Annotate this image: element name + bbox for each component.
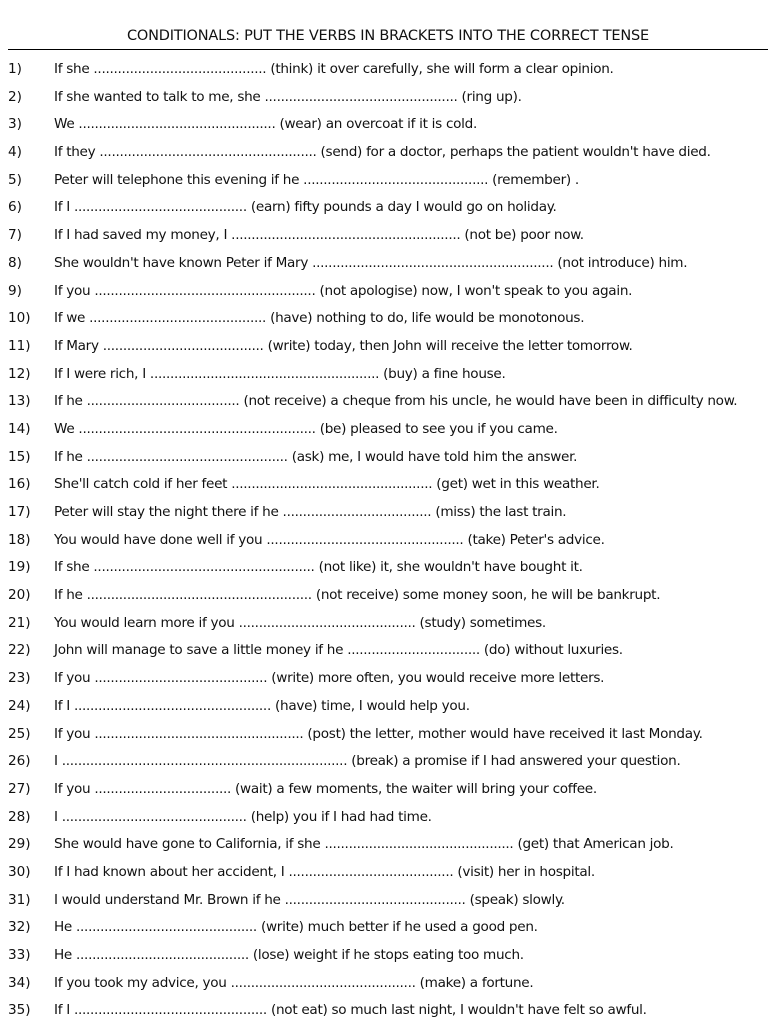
exercise-sentence: If I had known about her accident, I ......................................... (visit) her in hospital.	[54, 863, 595, 880]
exercise-list	[0, 56, 768, 1025]
exercise-item	[0, 139, 768, 167]
exercise-sentence: She'll catch cold if her feet .................................................. (get) wet in this weather.	[54, 476, 600, 493]
exercise-number: 20)	[8, 587, 31, 604]
exercise-number: 19)	[8, 559, 31, 576]
exercise-sentence: If I were rich, I ......................................................... (buy) a fine house.	[54, 365, 506, 382]
exercise-item	[0, 804, 768, 832]
exercise-item	[0, 997, 768, 1025]
exercise-item	[0, 56, 768, 84]
exercise-number: 10)	[8, 310, 31, 327]
exercise-sentence: I .............................................. (help) you if I had had time.	[54, 808, 432, 825]
exercise-number: 35)	[8, 1002, 31, 1019]
exercise-sentence: If I ................................................ (not eat) so much last night, I wouldn't have felt so awful.	[54, 1002, 647, 1019]
exercise-item	[0, 748, 768, 776]
exercise-number: 31)	[8, 891, 31, 908]
exercise-number: 26)	[8, 753, 31, 770]
exercise-number: 22)	[8, 642, 31, 659]
exercise-item	[0, 194, 768, 222]
exercise-sentence: If we ............................................ (have) nothing to do, life would be monotonous.	[54, 310, 585, 327]
exercise-sentence: Peter will telephone this evening if he .............................................. (remember) .	[54, 171, 579, 188]
exercise-number: 8)	[8, 254, 22, 271]
exercise-sentence: We ................................................. (wear) an overcoat if it is cold.	[54, 116, 477, 133]
exercise-number: 5)	[8, 171, 22, 188]
exercise-item	[0, 278, 768, 306]
exercise-number: 21)	[8, 614, 31, 631]
exercise-item	[0, 471, 768, 499]
exercise-number: 25)	[8, 725, 31, 742]
exercise-number: 27)	[8, 780, 31, 797]
exercise-sentence: She would have gone to California, if she ............................................... (get) that American job.	[54, 836, 674, 853]
exercise-sentence: If you took my advice, you .............................................. (make) a fortune.	[54, 974, 534, 991]
exercise-sentence: You would have done well if you ................................................. (take) Peter's advice.	[54, 531, 605, 548]
exercise-number: 16)	[8, 476, 31, 493]
exercise-sentence: I would understand Mr. Brown if he ............................................. (speak) slowly.	[54, 891, 565, 908]
exercise-number: 12)	[8, 365, 31, 382]
exercise-item	[0, 942, 768, 970]
exercise-item	[0, 693, 768, 721]
exercise-sentence: He ........................................... (lose) weight if he stops eating too much.	[54, 947, 524, 963]
exercise-sentence: If Mary ........................................ (write) today, then John will receive the letter tomorrow.	[54, 337, 633, 354]
exercise-item	[0, 250, 768, 278]
exercise-sentence: If you ........................................... (write) more often, you would receive more letters.	[54, 670, 605, 687]
exercise-item	[0, 831, 768, 859]
exercise-item	[0, 637, 768, 665]
exercise-item	[0, 721, 768, 749]
exercise-item	[0, 333, 768, 361]
exercise-sentence: If they ...................................................... (send) for a doctor, perhaps the patient wouldn't have died.	[54, 144, 711, 161]
exercise-number: 15)	[8, 448, 31, 465]
exercise-number: 11)	[8, 337, 31, 354]
exercise-item	[0, 499, 768, 527]
exercise-sentence: If I ........................................... (earn) fifty pounds a day I would go on holiday.	[54, 199, 557, 216]
exercise-sentence: If she ........................................... (think) it over carefully, she will form a clear opinion.	[54, 61, 614, 77]
exercise-item	[0, 388, 768, 416]
exercise-sentence: If she ....................................................... (not like) it, she wouldn't have bought it.	[54, 559, 583, 576]
exercise-item	[0, 416, 768, 444]
exercise-item	[0, 444, 768, 472]
exercise-sentence: If he ...................................... (not receive) a cheque from his uncle, he would have been in difficulty now.	[54, 393, 738, 410]
exercise-item	[0, 914, 768, 942]
exercise-sentence: Peter will stay the night there if he ..................................... (miss) the last train.	[54, 504, 567, 520]
exercise-item	[0, 527, 768, 555]
exercise-number: 7)	[8, 227, 22, 244]
exercise-number: 33)	[8, 947, 31, 963]
exercise-sentence: If she wanted to talk to me, she ................................................ (ring up).	[54, 88, 522, 105]
exercise-sentence: If he ........................................................ (not receive) some money soon, he will be bankrupt.	[54, 587, 661, 604]
exercise-number: 2)	[8, 88, 22, 105]
exercise-sentence: If you ....................................................... (not apologise) now, I won't speak to you again.	[54, 282, 633, 299]
worksheet-title: CONDITIONALS: PUT THE VERBS IN BRACKETS INTO THE CORRECT TENSE	[126, 28, 650, 44]
exercise-item	[0, 887, 768, 915]
exercise-sentence: She wouldn't have known Peter if Mary ............................................................ (not introduce) him.	[54, 254, 688, 271]
exercise-item	[0, 111, 768, 139]
exercise-item	[0, 305, 768, 333]
exercise-item	[0, 665, 768, 693]
exercise-item	[0, 610, 768, 638]
exercise-number: 9)	[8, 282, 22, 299]
exercise-sentence: If he .................................................. (ask) me, I would have told him the answer.	[54, 448, 578, 465]
exercise-item	[0, 582, 768, 610]
exercise-number: 23)	[8, 670, 31, 687]
exercise-sentence: If I had saved my money, I ......................................................... (not be) poor now.	[54, 227, 584, 244]
exercise-sentence: I ....................................................................... (break) a promise if I had answered your question.	[54, 753, 681, 770]
exercise-number: 14)	[8, 420, 31, 437]
exercise-number: 24)	[8, 697, 31, 714]
exercise-number: 17)	[8, 504, 31, 520]
exercise-number: 13)	[8, 393, 31, 410]
exercise-number: 29)	[8, 836, 31, 853]
exercise-sentence: John will manage to save a little money if he ................................. (do) without luxuries.	[54, 642, 623, 659]
exercise-item	[0, 167, 768, 195]
exercise-item	[0, 776, 768, 804]
exercise-sentence: If I ................................................. (have) time, I would help you.	[54, 697, 470, 714]
exercise-number: 1)	[8, 61, 22, 77]
exercise-number: 3)	[8, 116, 22, 133]
exercise-number: 4)	[8, 144, 22, 161]
exercise-number: 34)	[8, 974, 31, 991]
exercise-sentence: If you .................................. (wait) a few moments, the waiter will bring your coffee.	[54, 780, 597, 797]
exercise-item	[0, 859, 768, 887]
exercise-sentence: He ............................................. (write) much better if he used a good pen.	[54, 919, 538, 936]
exercise-item	[0, 222, 768, 250]
exercise-item	[0, 361, 768, 389]
exercise-sentence: We ........................................................... (be) pleased to see you if you came.	[54, 420, 558, 437]
title-underline	[8, 49, 768, 50]
exercise-number: 30)	[8, 863, 31, 880]
exercise-sentence: You would learn more if you ............................................ (study) sometimes.	[54, 614, 546, 631]
exercise-item	[0, 554, 768, 582]
exercise-item	[0, 970, 768, 998]
exercise-number: 28)	[8, 808, 31, 825]
exercise-number: 18)	[8, 531, 31, 548]
exercise-sentence: If you .................................................... (post) the letter, mother would have received it last Monday.	[54, 725, 703, 742]
exercise-number: 6)	[8, 199, 22, 216]
exercise-number: 32)	[8, 919, 31, 936]
exercise-item	[0, 84, 768, 112]
